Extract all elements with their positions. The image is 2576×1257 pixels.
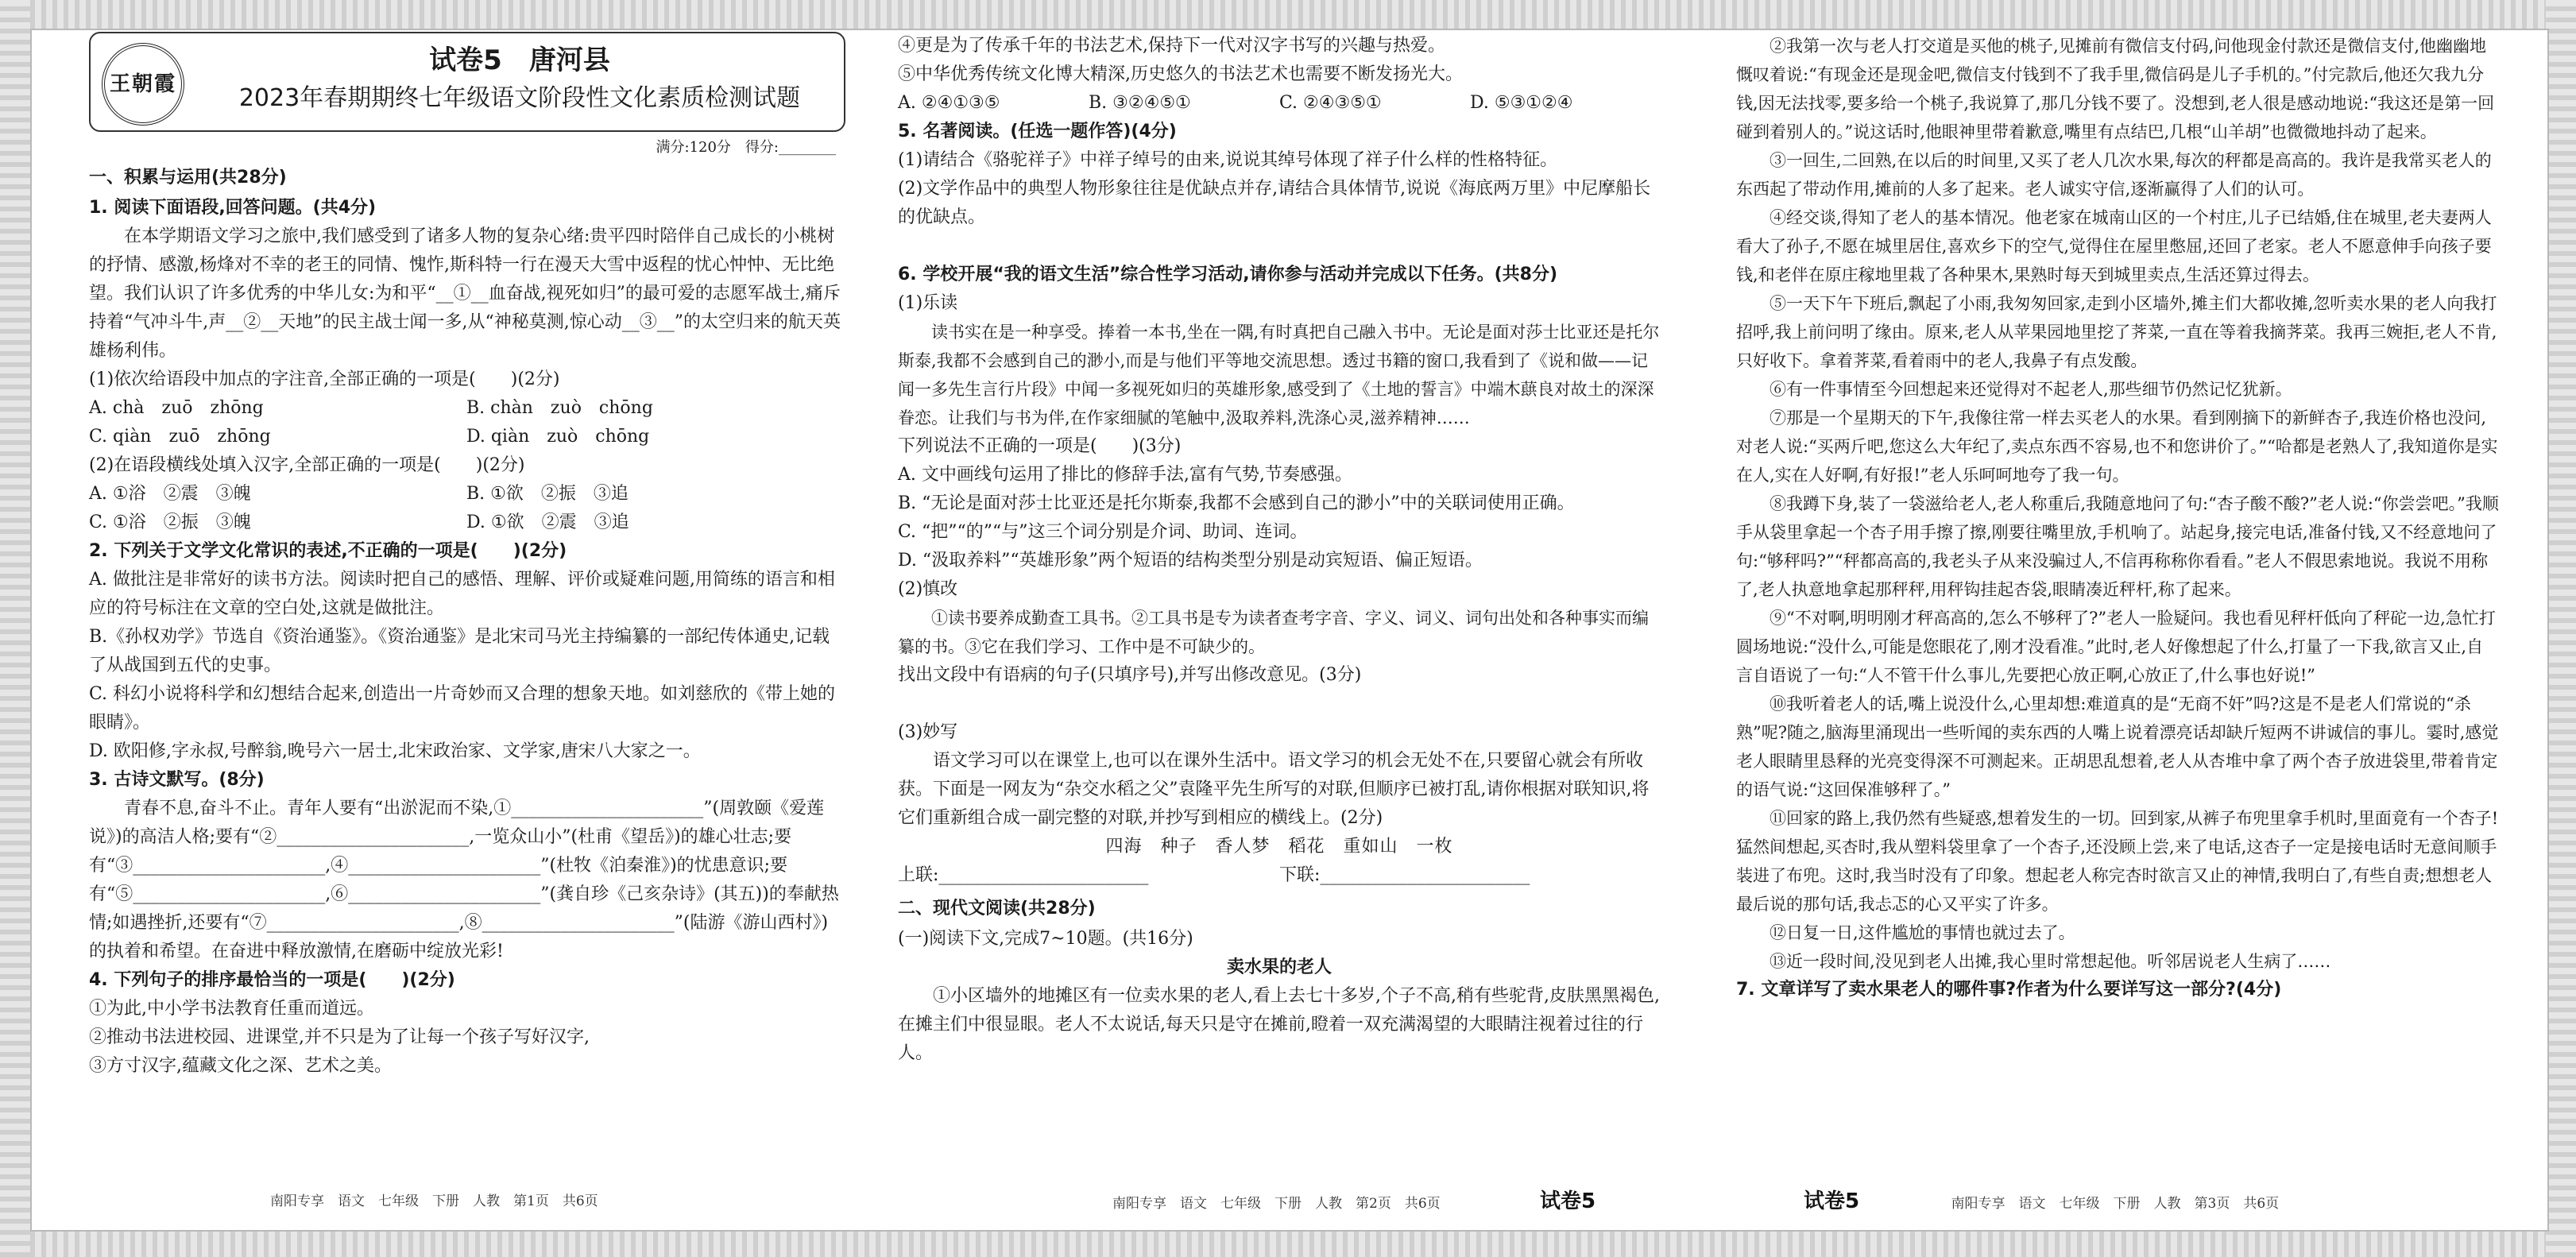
reading-1-intro: (一)阅读下文,完成7~10题。(共16分): [898, 929, 1193, 949]
question-6-3: (3)妙写: [898, 722, 958, 742]
upper-couplet-line: 上联:________________________: [898, 865, 1149, 885]
question-6-1-passage: 读书实在是一种享受。捧着一本书,坐在一隅,有时真把自己融入书中。无论是面对莎士比亚还是托尔斯泰,我都不会感到自己的渺小,而是与他们平等地交流思想。透过书籍的窗口,我看到了《说和做——记闻一多先生言行片段》中闻一多视死如归的英雄形象,感受到了《土地的誓言》中端木蕻良对故土的深深眷恋。让我们与书为伴,在作家细腻的笔触中,汲取养料,洗涤心灵,滋养精神……: [898, 323, 1660, 427]
couplet-words: 四海 种子 香人梦 稻花 重如山 一枚: [1105, 837, 1453, 857]
option-a: A. chà zuō zhōng: [89, 398, 264, 418]
option-c: C. “把”“的”“与”这三个词分别是介词、助词、连词。: [898, 522, 1308, 542]
option-c: C. qiàn zuō zhōng: [89, 427, 271, 447]
option-a: A. ①浴 ②震 ③魄: [89, 484, 251, 504]
sentence-1: ①为此,中小学书法教育任重而道远。: [89, 999, 374, 1019]
paper-edge-bottom: [30, 1228, 2546, 1257]
story-paragraph-6: ⑥有一件事情至今回想起来还觉得对不起老人,那些细节仍然记忆犹新。: [1770, 380, 2292, 399]
question-1-passage: 在本学期语文学习之旅中,我们感受到了诸多人物的复杂心绪:贵平四时陪伴自己成长的小桃树的抒情、感激,杨烽对不幸的老王的同情、愧怍,斯科特一行在漫天大雪中返程的忧心忡忡、无比绝望。我们认识了许多优秀的中华儿女:为和平“__①__血奋战,视死如归”的最可爱的志愿军战士,痛斥持着“气冲斗牛,声__②__天地”的民主战士闻一多,从“神秘莫测,惊心动__③__”的太空归来的航天英雄杨利伟。: [89, 226, 841, 361]
story-paragraph-3: ③一回生,二回熟,在以后的时间里,又买了老人几次水果,每次的秤都是高高的。我许是我常买老人的东西起了带动作用,摊前的人多了起来。老人诚实守信,逐渐赢得了人们的认可。: [1736, 151, 2492, 199]
story-paragraph-2: ②我第一次与老人打交道是买他的桃子,见摊前有微信支付码,问他现金付款还是微信支付,他幽幽地慨叹着说:“有现金还是现金吧,微信支付钱到不了我手里,微信码是儿子手机的。”付完款后,他还欠我九分钱,因无法找零,要多给一个桃子,我说算了,那几分钱不要了。没想到,老人很是感动地说:“我这还是第一回碰到着别人的。”说这话时,他眼神里带着歉意,嘴里有点结巴,几根“山羊胡”也微微地抖动了起来。: [1736, 37, 2495, 141]
exam-title: 试卷5 唐河县: [429, 44, 610, 76]
question-6-1: (1)乐读: [898, 293, 958, 313]
story-paragraph-4: ④经交谈,得知了老人的基本情况。他老家在城南山区的一个村庄,儿子已结婚,住在城里,老夫妻两人看大了孙子,不愿在城里居住,喜欢乡下的空气,觉得住在屋里憋屈,还回了老家。老人不愿意伸手向孩子要钱,和老伴在原庄稼地里栽了各种果木,果熟时每天到城里卖点,生活还算过得去。: [1736, 208, 2492, 284]
story-paragraph-9: ⑨“不对啊,明明刚才秤高高的,怎么不够秤了?”老人一脸疑问。我也看见秤杆低向了秤砣一边,急忙打圆场地说:“没什么,可能是您眼花了,刚才没看准。”此时,老人好像想起了什么,打量了一下我,欲言又止,自言自语说了一句:“人不管干什么事儿,先要把心放正啊,心放正了,什么事也好说!”: [1736, 609, 2496, 685]
couplet-answer-lines: [898, 861, 1661, 890]
story-paragraph-13: ⑬近一段时间,没见到老人出摊,我心里时常想起他。听邻居说老人生病了……: [1770, 952, 2331, 971]
option-a: A. ②④①③⑤: [898, 93, 1000, 113]
footer-page-2: [1112, 1189, 1596, 1213]
question-1-1-options: [89, 394, 844, 423]
footer-exam-tag: 试卷5: [1540, 1189, 1596, 1213]
question-1-2-options-2: [89, 509, 844, 537]
section-1-heading: 一、积累与运用(共28分): [89, 168, 287, 188]
story-title: 卖水果的老人: [1226, 957, 1332, 977]
footer-exam-tag: 试卷5: [1804, 1189, 1860, 1213]
lower-couplet-line: 下联:________________________: [1279, 865, 1530, 885]
question-6-2-prompt: 找出文段中有语病的句子(只填序号),并写出修改意见。(3分): [898, 665, 1362, 685]
question-1-2: (2)在语段横线处填入汉字,全部正确的一项是( )(2分): [89, 455, 525, 475]
question-2: 2. 下列关于文学文化常识的表述,不正确的一项是( )(2分): [89, 541, 567, 561]
option-b: B. ③②④⑤①: [1089, 93, 1191, 113]
story-paragraph-1: ①小区墙外的地摊区有一位卖水果的老人,看上去七十多岁,个子不高,稍有些驼背,皮肤黑黑褐色,在摊主们中很显眼。老人不太说话,每天只是守在摊前,瞪着一双充满渴望的大眼睛注视着过往的行人。: [898, 986, 1660, 1063]
question-1-2-options: [89, 480, 844, 509]
sentence-3: ③方寸汉字,蕴藏文化之深、艺术之美。: [89, 1056, 392, 1076]
story-paragraph-12: ⑫日复一日,这件尴尬的事情也就过去了。: [1770, 923, 2075, 942]
paper-edge-left: [0, 0, 30, 1257]
question-5: 5. 名著阅读。(任选一题作答)(4分): [898, 122, 1177, 141]
column-page-2: [898, 32, 1661, 1068]
question-1-1: (1)依次给语段中加点的字注音,全部正确的一项是( )(2分): [89, 369, 560, 389]
option-d: D. qiàn zuò chōng: [466, 427, 650, 447]
option-c: C. ①浴 ②振 ③魄: [89, 512, 251, 532]
question-6-2-passage: ①读书要养成勤查工具书。②工具书是专为读者查考字音、字义、词义、词句出处和各种事实而编纂的书。③它在我们学习、工作中是不可缺少的。: [898, 609, 1649, 656]
question-7: 7. 文章详写了卖水果老人的哪件事?作者为什么要详写这一部分?(4分): [1736, 980, 2282, 1000]
sentence-2: ②推动书法进校园、进课堂,并不只是为了让每一个孩子写好汉字,: [89, 1027, 590, 1047]
story-paragraph-10: ⑩我听着老人的话,嘴上说没什么,心里却想:难道真的是“无商不奸”吗?这是不是老人们常说的“杀熟”呢?随之,脑海里涌现出一些听闻的卖东西的人嘴上说着漂亮话却缺斤短两不讲诚信的事儿。霎时,感觉老人眼睛里恳释的光亮变得深不可测起来。正胡思乱想着,老人从杏堆中拿了两个杏子放进袋里,带着肯定的语气说:“这回保准够秤了。”: [1736, 694, 2499, 799]
question-6-1-prompt: 下列说法不正确的一项是( )(3分): [898, 436, 1182, 456]
option-d: D. “汲取养料”“英雄形象”两个短语的结构类型分别是动宾短语、偏正短语。: [898, 551, 1483, 570]
paper-edge-right: [2546, 0, 2576, 1257]
title-box: [89, 32, 845, 132]
footer-page-2-text: 南阳专享 语文 七年级 下册 人教 第2页 共6页: [1112, 1196, 1441, 1212]
story-paragraph-5: ⑤一天下午下班后,飘起了小雨,我匆匆回家,走到小区墙外,摊主们大都收摊,忽听卖水果的老人向我打招呼,我上前问明了缘由。原来,老人从苹果园地里挖了荠菜,一直在等着我摘荠菜。我再三婉拒,老人不肯,只好收下。拿着荠菜,看着雨中的老人,我鼻子有点发酸。: [1736, 294, 2497, 370]
option-d: D. 欧阳修,字永叔,号醉翁,晚号六一居士,北宋政治家、文学家,唐宋八大家之一。: [89, 741, 701, 761]
question-4: 4. 下列句子的排序最恰当的一项是( )(2分): [89, 970, 455, 990]
option-b: B. chàn zuò chōng: [466, 398, 653, 418]
footer-page-3: [1804, 1189, 2280, 1213]
score-line: 满分:120分 得分:________: [656, 139, 836, 156]
logo-text: 王朝霞: [109, 72, 176, 96]
question-5-2: (2)文学作品中的典型人物形象往往是优缺点并存,请结合具体情节,说说《海底两万里》中尼摩船长的优缺点。: [898, 179, 1651, 227]
question-3: 3. 古诗文默写。(8分): [89, 770, 265, 790]
section-2-heading: 二、现代文阅读(共28分): [898, 899, 1096, 919]
sentence-4: ④更是为了传承千年的书法艺术,保持下一代对汉字书写的兴趣与热爱。: [898, 36, 1445, 56]
option-d: D. ①欲 ②震 ③追: [466, 512, 629, 532]
option-c: C. ②④③⑤①: [1279, 93, 1382, 113]
option-a: A. 做批注是非常好的读书方法。阅读时把自己的感悟、理解、评价或疑难问题,用简练的语言和相应的符号标注在文章的空白处,这就是做批注。: [89, 570, 835, 618]
column-page-3: [1736, 32, 2499, 1004]
question-6-2: (2)慎改: [898, 579, 958, 599]
question-4-options: [898, 89, 1661, 118]
option-b: B.《孙权劝学》节选自《资治通鉴》。《资治通鉴》是北宋司马光主持编纂的一部纪传体通史,记载了从战国到五代的史事。: [89, 627, 830, 675]
footer-page-3-text: 南阳专享 语文 七年级 下册 人教 第3页 共6页: [1951, 1196, 2280, 1212]
option-a: A. 文中画线句运用了排比的修辞手法,富有气势,节奏感强。: [898, 465, 1352, 485]
story-paragraph-11: ⑪回家的路上,我仍然有些疑惑,想着发生的一切。回到家,从裤子布兜里拿手机时,里面竟有一个杏子!猛然间想起,买杏时,我从塑料袋里拿了一个杏子,还没顾上尝,来了电话,这杏子一定是接电话时无意间顺手装进了布兜。这时,我当时没有了印象。想起老人称完杏时欲言又止的神情,我明白了,有些自责;想想老人最后说的那句话,我忐忑的心又平实了许多。: [1736, 809, 2499, 914]
question-5-1: (1)请结合《骆驼祥子》中祥子绰号的由来,说说其绰号体现了祥子什么样的性格特征。: [898, 150, 1558, 170]
sentence-5: ⑤中华优秀传统文化博大精深,历史悠久的书法艺术也需要不断发扬光大。: [898, 64, 1463, 84]
publisher-logo: [102, 43, 184, 126]
option-d: D. ⑤③①②④: [1470, 93, 1573, 113]
question-6: 6. 学校开展“我的语文生活”综合性学习活动,请你参与活动并完成以下任务。(共8分): [898, 265, 1558, 284]
option-c: C. 科幻小说将科学和幻想结合起来,创造出一片奇妙而又合理的想象天地。如刘慈欣的《带上她的眼睛》。: [89, 684, 836, 733]
story-paragraph-8: ⑧我蹲下身,装了一袋滋给老人,老人称重后,我随意地问了句:“杏子酸不酸?”老人说:“你尝尝吧。”我顺手从袋里拿起一个杏子用手擦了擦,刚要往嘴里放,手机响了。站起身,接完电话,准备付钱,又不经意地问了句:“够秤吗?”“秤都高高的,我老头子从来没骗过人,不信再称称你看看。”老人不假思索地说。我说不用称了,老人执意地拿起那秤秤,用秤钩挂起杏袋,眼睛凑近秤杆,称了起来。: [1736, 494, 2499, 599]
question-1: 1. 阅读下面语段,回答问题。(共4分): [89, 198, 377, 218]
question-6-3-passage: 语文学习可以在课堂上,也可以在课外生活中。语文学习的机会无处不在,只要留心就会有所收获。下面是一网友为“杂交水稻之父”袁隆平先生所写的对联,但顺序已被打乱,请你根据对联知识,将它们重新组合成一副完整的对联,并抄写到相应的横线上。(2分): [898, 751, 1650, 828]
question-3-text: 青春不息,奋斗不止。青年人要有“出淤泥而不染,①______________________”(周敦颐《爱莲说》)的高洁人格;要有“②______________________,一览众山小”(杜甫《望岳》)的雄心壮志;要有“③______________________,④______________________”(杜牧《泊秦淮》)的忧患意识;要有“⑤______________________,⑥______________________”(龚自珍《己亥杂诗》(其五))的奉献热情;如遇挫折,还要有“⑦______________________,⑧______________________”(陆游《游山西村》)的执着和希望。在奋进中释放激情,在磨砺中绽放光彩!: [89, 799, 839, 961]
option-b: B. ①欲 ②振 ③追: [466, 484, 629, 504]
footer-page-1: 南阳专享 语文 七年级 下册 人教 第1页 共6页: [270, 1193, 598, 1209]
option-b: B. “无论是面对莎士比亚还是托尔斯泰,我都不会感到自己的渺小”中的关联词使用正确。: [898, 493, 1575, 513]
story-paragraph-7: ⑦那是一个星期天的下午,我像往常一样去买老人的水果。看到刚摘下的新鲜杏子,我连价格也没问,对老人说:“买两斤吧,您这么大年纪了,卖点东西不容易,也不和您讲价了。”“哈都是老熟人了,我知道你是实在人,实在人好啊,有好报!”老人乐呵呵地夸了我一句。: [1736, 408, 2498, 485]
question-1-1-options-2: [89, 423, 844, 451]
paper-edge-top: [30, 0, 2546, 29]
column-page-1: [89, 32, 844, 1081]
exam-subtitle: 2023年春期期终七年级语文阶段性文化素质检测试题: [238, 84, 801, 112]
